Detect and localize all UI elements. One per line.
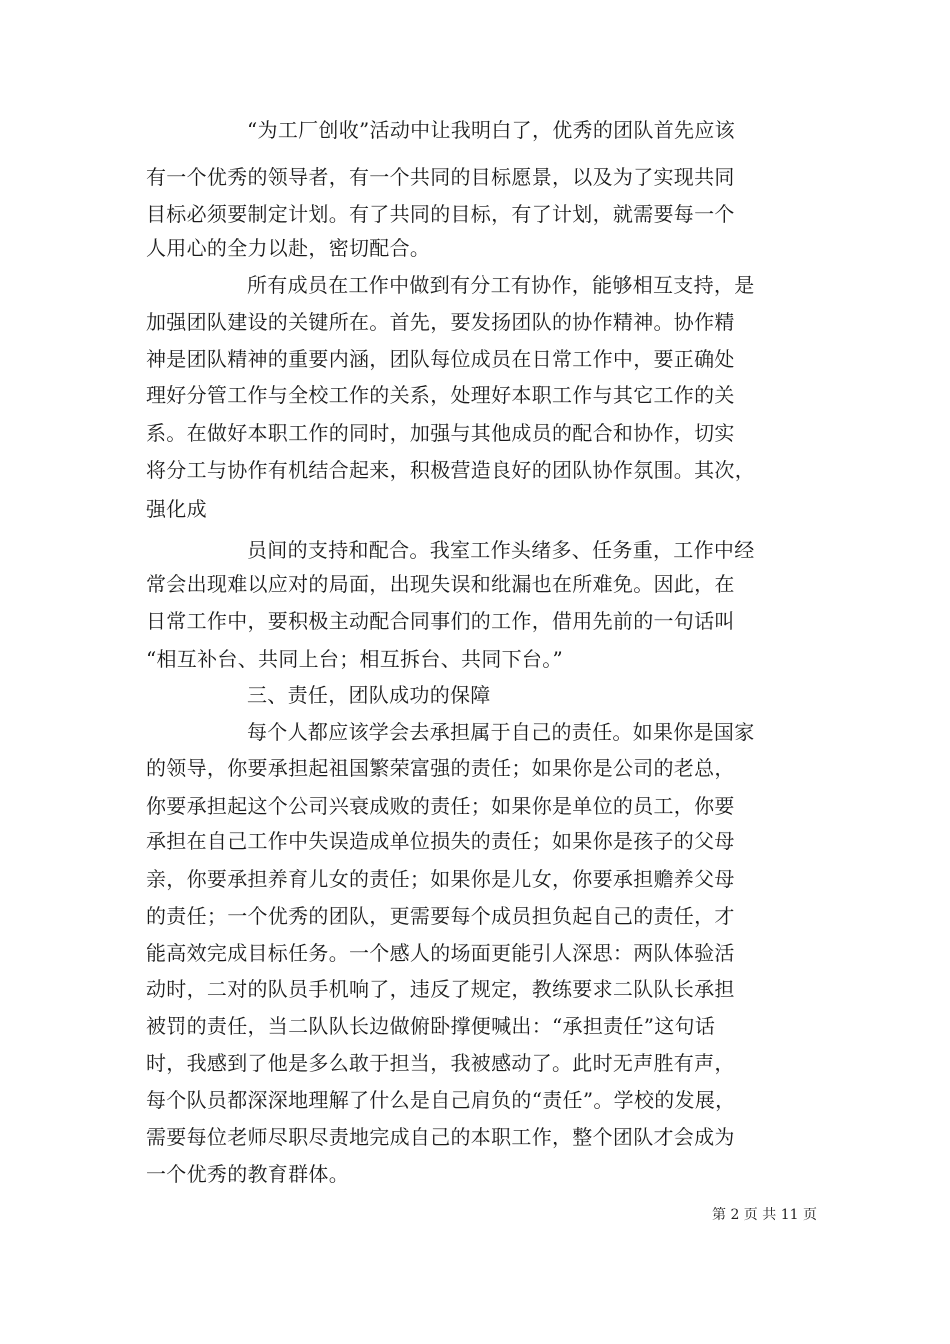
text-line: 人用心的全力以赴，密切配合。: [146, 236, 431, 260]
text-line: “相互补台、共同上台；相互拆台、共同下台。”: [146, 647, 564, 671]
text-line: 承担在自己工作中失误造成单位损失的责任；如果你是孩子的父母: [146, 829, 735, 853]
text-line: 目标必须要制定计划。有了共同的目标，有了计划，就需要每一个: [146, 202, 735, 226]
text-line: 你要承担起这个公司兴衰成败的责任；如果你是单位的员工，你要: [146, 794, 735, 818]
text-line: “为工厂创收”活动中让我明白了，优秀的团队首先应该: [247, 118, 735, 142]
text-line: 理好分管工作与全校工作的关系，处理好本职工作与其它工作的关: [146, 383, 735, 407]
text-line: 每个队员都深深地理解了什么是自己肩负的“责任”。学校的发展，: [146, 1088, 736, 1112]
text-line: 有一个优秀的领导者，有一个共同的目标愿景，以及为了实现共同: [146, 165, 735, 189]
section-heading: 三、责任，团队成功的保障: [247, 683, 491, 707]
text-line: 将分工与协作有机结合起来，积极营造良好的团队协作氛围。其次，: [146, 458, 755, 482]
text-line: 的领导，你要承担起祖国繁荣富强的责任；如果你是公司的老总，: [146, 756, 735, 780]
text-line: 日常工作中，要积极主动配合同事们的工作，借用先前的一句话叫: [146, 609, 735, 633]
text-line: 每个人都应该学会去承担属于自己的责任。如果你是国家: [247, 720, 755, 744]
text-line: 亲，你要承担养育儿女的责任；如果你是儿女，你要承担赡养父母: [146, 867, 735, 891]
text-line: 强化成: [146, 497, 207, 521]
text-line: 所有成员在工作中做到有分工有协作，能够相互支持，是: [247, 273, 755, 297]
page-number: 第 2 页 共 11 页: [712, 1207, 817, 1223]
text-line: 的责任；一个优秀的团队，更需要每个成员担负起自己的责任，才: [146, 904, 735, 928]
text-line: 时，我感到了他是多么敢于担当，我被感动了。此时无声胜有声，: [146, 1051, 735, 1075]
text-line: 能高效完成目标任务。一个感人的场面更能引人深思：两队体验活: [146, 941, 735, 965]
text-line: 系。在做好本职工作的同时，加强与其他成员的配合和协作，切实: [146, 421, 735, 445]
text-line: 动时，二对的队员手机响了，违反了规定，教练要求二队队长承担: [146, 977, 735, 1001]
text-line: 常会出现难以应对的局面，出现失误和纰漏也在所难免。因此，在: [146, 572, 735, 596]
text-line: 被罚的责任，当二队队长边做俯卧撑便喊出：“承担责任”这句话: [146, 1014, 716, 1038]
text-line: 员间的支持和配合。我室工作头绪多、任务重，工作中经: [247, 538, 755, 562]
text-line: 加强团队建设的关键所在。首先，要发扬团队的协作精神。协作精: [146, 310, 735, 334]
text-line: 需要每位老师尽职尽责地完成自己的本职工作，整个团队才会成为: [146, 1125, 735, 1149]
text-line: 神是团队精神的重要内涵，团队每位成员在日常工作中，要正确处: [146, 347, 735, 371]
text-line: 一个优秀的教育群体。: [146, 1162, 349, 1186]
